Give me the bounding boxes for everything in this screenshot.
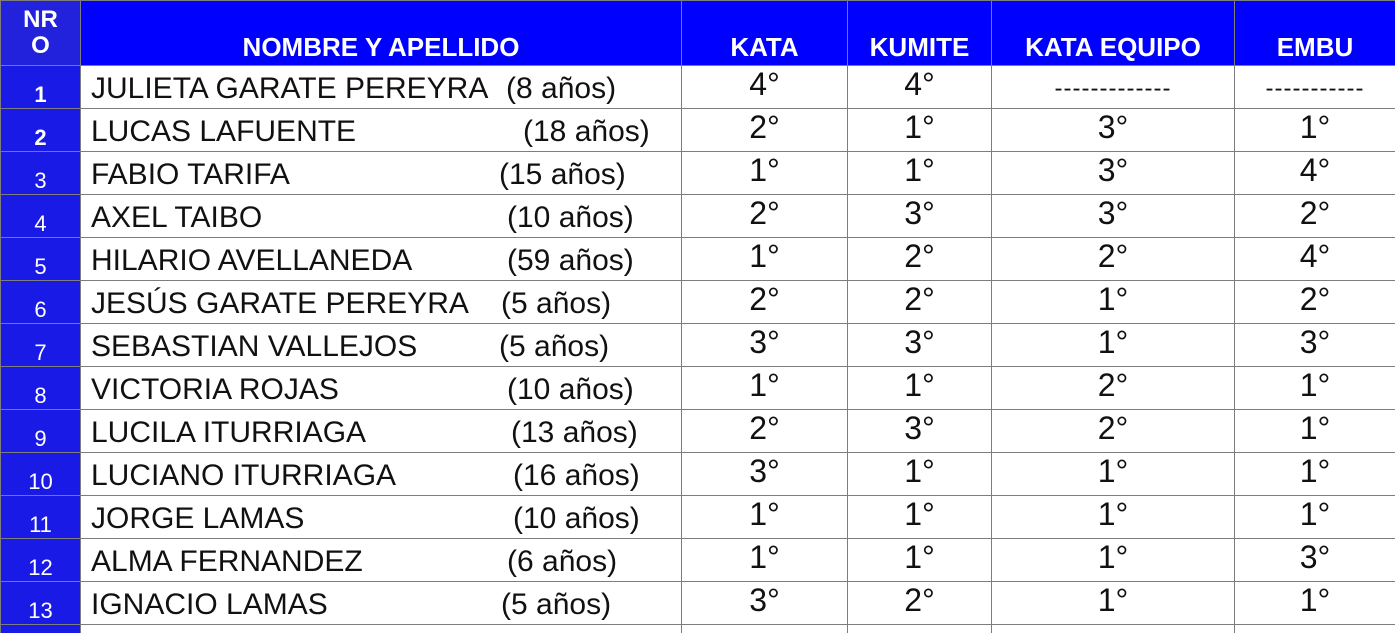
embu-result: 4° [1235,238,1395,281]
embu-result: 1° [1235,410,1395,453]
empty-cell [992,625,1235,633]
table-row [1,539,1395,582]
kumite-result: 2° [848,238,992,281]
row-number: 11 [1,496,81,539]
athlete-name: SEBASTIAN VALLEJOS [91,330,418,363]
athlete-age: (13 años) [511,416,638,449]
row-number: 1 [1,66,81,109]
athlete-age: (5 años) [501,588,612,621]
athlete-name: LUCAS LAFUENTE [91,115,357,148]
name-cell [81,195,682,238]
empty-cell [848,625,992,633]
kata-equipo-result: 2° [992,410,1235,453]
kata-equipo-result: 3° [992,109,1235,152]
athlete-age: (16 años) [513,459,640,492]
kata-result: 1° [682,496,848,539]
embu-result: 1° [1235,453,1395,496]
kata-result: 1° [682,152,848,195]
row-number: 10 [1,453,81,496]
table-row [1,367,1395,410]
row-number: 6 [1,281,81,324]
kata-equipo-result: 2° [992,238,1235,281]
athlete-name: HILARIO AVELLANEDA [91,244,413,277]
name-cell [81,410,682,453]
table-row [1,66,1395,109]
table-row [1,496,1395,539]
kata-equipo-result: 1° [992,496,1235,539]
athlete-name: FABIO TARIFA [91,158,290,191]
kumite-result: 2° [848,582,992,625]
athlete-name: VICTORIA ROJAS [91,373,339,406]
kumite-result: 3° [848,195,992,238]
header-kata: KATA [682,1,848,66]
kata-result: 1° [682,539,848,582]
athlete-name: JULIETA GARATE PEREYRA [91,72,489,105]
table-row [1,410,1395,453]
header-kata-equipo: KATA EQUIPO [992,1,1235,66]
athlete-age: (59 años) [507,244,634,277]
empty-cell [81,625,682,633]
row-number: 3 [1,152,81,195]
table-row [1,238,1395,281]
table-row [1,281,1395,324]
name-cell [81,539,682,582]
name-cell [81,109,682,152]
kata-equipo-result: 3° [992,152,1235,195]
row-number: 9 [1,410,81,453]
kata-result: 4° [682,66,848,109]
athlete-name: LUCILA ITURRIAGA [91,416,367,449]
athlete-age: (10 años) [507,373,634,406]
row-number: 7 [1,324,81,367]
name-cell [81,238,682,281]
header-nombre: NOMBRE Y APELLIDO [81,1,682,66]
kumite-result: 1° [848,453,992,496]
name-cell [81,453,682,496]
embu-result: 1° [1235,496,1395,539]
athlete-name: IGNACIO LAMAS [91,588,328,621]
athlete-age: (5 años) [501,287,612,320]
table-row-partial [1,625,1395,633]
kata-result: 2° [682,109,848,152]
row-number: 2 [1,109,81,152]
kata-result: 3° [682,582,848,625]
kumite-result: 1° [848,496,992,539]
athlete-name: ALMA FERNANDEZ [91,545,363,578]
table-row [1,324,1395,367]
header-row [1,1,1395,66]
row-number: 5 [1,238,81,281]
table-row [1,582,1395,625]
name-cell [81,281,682,324]
empty-cell [682,625,848,633]
kata-equipo-result: 1° [992,582,1235,625]
athlete-age: (6 años) [507,545,618,578]
name-cell [81,324,682,367]
embu-result: 4° [1235,152,1395,195]
kumite-result: 1° [848,152,992,195]
athlete-name: JESÚS GARATE PEREYRA [91,287,469,320]
kata-equipo-result: 1° [992,453,1235,496]
embu-result: 3° [1235,324,1395,367]
embu-result: 3° [1235,539,1395,582]
kata-equipo-result: 2° [992,367,1235,410]
header-kumite: KUMITE [848,1,992,66]
athlete-name: LUCIANO ITURRIAGA [91,459,397,492]
kata-equipo-result: 1° [992,281,1235,324]
kata-result: 1° [682,367,848,410]
name-cell [81,66,682,109]
kata-result: 2° [682,195,848,238]
header-embu: EMBU [1235,1,1395,66]
empty-cell [1,625,81,633]
table-row [1,453,1395,496]
name-cell [81,496,682,539]
kata-result: 1° [682,238,848,281]
embu-result: 1° [1235,582,1395,625]
row-number: 12 [1,539,81,582]
embu-result: 1° [1235,367,1395,410]
kumite-result: 4° [848,66,992,109]
table-row [1,195,1395,238]
row-number: 4 [1,195,81,238]
kumite-result: 3° [848,410,992,453]
table-row [1,152,1395,195]
kumite-result: 2° [848,281,992,324]
kata-result: 3° [682,453,848,496]
athlete-age: (8 años) [506,72,617,105]
athlete-name: AXEL TAIBO [91,201,263,234]
kumite-result: 1° [848,367,992,410]
athlete-age: (5 años) [499,330,610,363]
embu-result: 1° [1235,109,1395,152]
row-number: 13 [1,582,81,625]
kata-equipo-result: 1° [992,324,1235,367]
name-cell [81,367,682,410]
kata-result: 2° [682,410,848,453]
table-row [1,109,1395,152]
kumite-result: 3° [848,324,992,367]
name-cell [81,152,682,195]
kata-result: 2° [682,281,848,324]
kumite-result: 1° [848,539,992,582]
kata-equipo-result: 3° [992,195,1235,238]
kata-equipo-result: ------------- [992,66,1235,109]
athlete-age: (10 años) [513,502,640,535]
kata-equipo-result: 1° [992,539,1235,582]
embu-result: 2° [1235,195,1395,238]
kumite-result: 1° [848,109,992,152]
embu-result: ----------- [1235,66,1395,109]
row-number: 8 [1,367,81,410]
athlete-age: (10 años) [507,201,634,234]
athlete-age: (15 años) [499,158,626,191]
kata-result: 3° [682,324,848,367]
header-nro: NR O [1,1,81,66]
name-cell [81,582,682,625]
athlete-age: (18 años) [523,115,650,148]
empty-cell [1235,625,1395,633]
athlete-name: JORGE LAMAS [91,502,305,535]
embu-result: 2° [1235,281,1395,324]
results-body [1,66,1395,633]
